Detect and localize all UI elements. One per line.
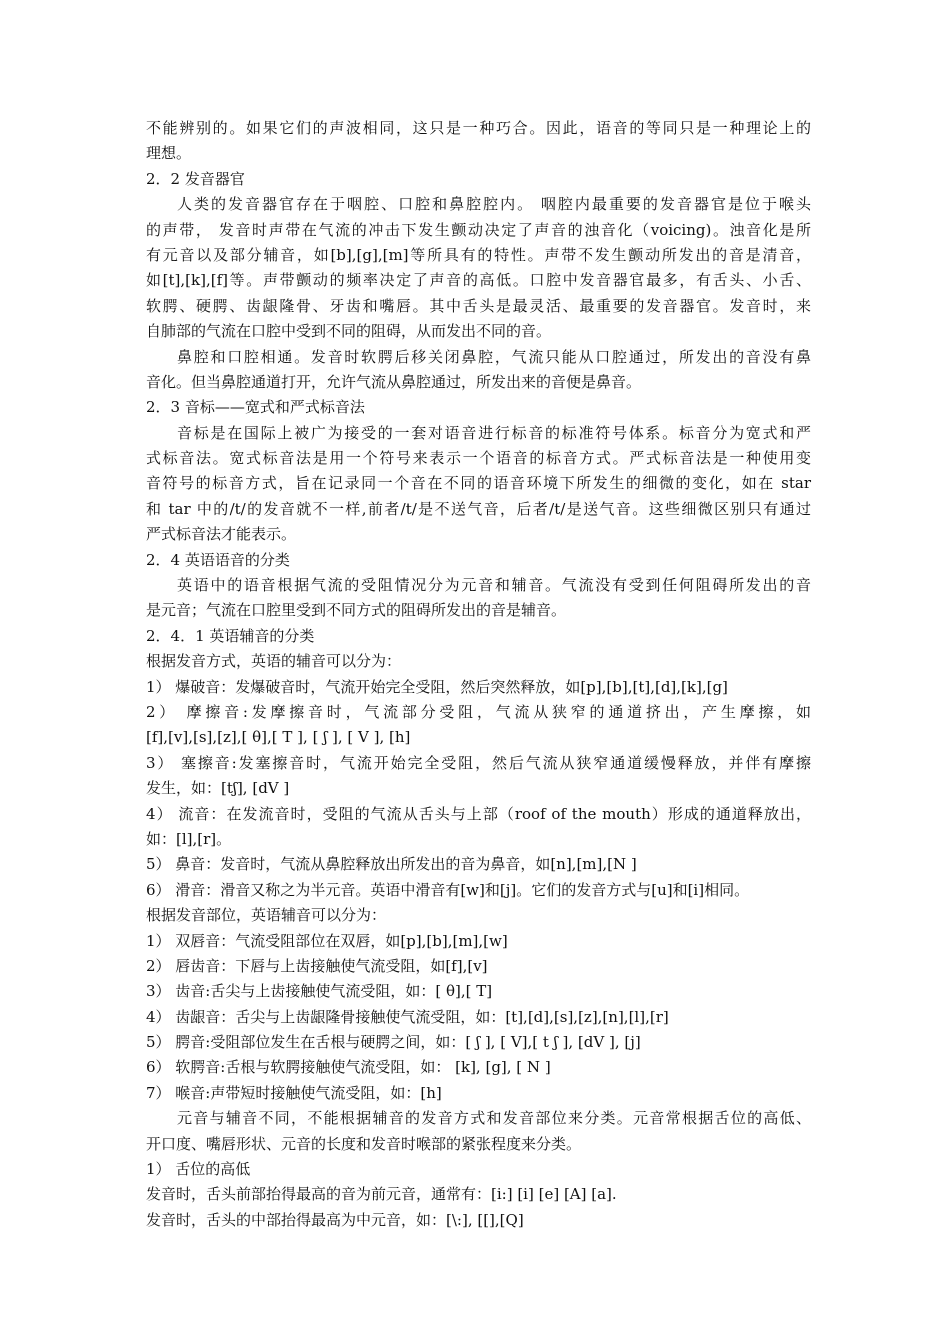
text-line: 是元音；气流在口腔里受到不同方式的阻碍所发出的音是辅音。 [146, 601, 567, 620]
text-line: 1） 爆破音：发爆破音时，气流开始完全受阻，然后突然释放，如[p],[b],[t],[d],[k],[g] [146, 677, 728, 696]
text-line: 2） 唇齿音：下唇与上齿接触使气流受阻，如[f],[v] [146, 956, 488, 975]
text-line: 鼻腔和口腔相通。发音时软腭后移关闭鼻腔，气流只能从口腔通过，所发出的音没有鼻 [177, 347, 811, 366]
text-line: 发音时，舌头前部抬得最高的音为前元音，通常有：[i:] [i] [e] [A] [a]. [146, 1185, 617, 1204]
text-line: 有元音以及部分辅音，如[b],[g],[m]等所具有的特性。声带不发生颤动所发出的音是清音， [146, 245, 811, 264]
text-line: 2） 摩擦音:发摩擦音时，气流部分受阻，气流从狭窄的通道挤出，产生摩擦，如 [146, 702, 811, 721]
text-line: 2．4 英语语音的分类 [146, 550, 290, 569]
text-line: 4） 流音：在发流音时，受阻的气流从舌头与上部（roof of the mouth）形成的通道释放出， [146, 804, 811, 823]
text-line: 1） 舌位的高低 [146, 1160, 251, 1179]
text-line: 5） 腭音:受阻部位发生在舌根与硬腭之间，如：[ ʃ ], [ V],[ t ʃ ], [dV ], [j] [146, 1033, 641, 1052]
text-line: 理想。 [146, 144, 192, 163]
text-line: 1） 双唇音：气流受阻部位在双唇，如[p],[b],[m],[w] [146, 931, 508, 950]
text-line: 3） 塞擦音:发塞擦音时，气流开始完全受阻，然后气流从狭窄通道缓慢释放，并伴有摩擦 [146, 753, 811, 772]
text-line: 根据发音部位，英语辅音可以分为： [146, 906, 387, 925]
text-line: 根据发音方式，英语的辅音可以分为： [146, 652, 402, 671]
text-line: 不能辨别的。如果它们的声波相同，这只是一种巧合。因此，语音的等同只是一种理论上的 [146, 119, 811, 137]
text-line: 的声带， 发音时声带在气流的冲击下发生颤动决定了声音的浊音化（voicing)。浊音化是所 [146, 220, 811, 239]
text-line: 6） 滑音：滑音又称之为半元音。英语中滑音有[w]和[j]。它们的发音方式与[u]和[i]相同。 [146, 880, 750, 899]
text-line: 音化。但当鼻腔通道打开，允许气流从鼻腔通过，所发出来的音便是鼻音。 [146, 372, 642, 391]
text-line: 2．4．1 英语辅音的分类 [146, 626, 315, 645]
text-line: 式标音法。宽式标音法是用一个符号来表示一个语音的标音方式。严式标音法是一种使用变 [146, 449, 811, 468]
text-line: 2．2 发音器官 [146, 169, 245, 188]
text-line: 和 tar 中的/t/的发音就不一样,前者/t/是不送气音，后者/t/是送气音。这些细微区别只有通过 [146, 499, 811, 518]
text-line: [f],[v],[s],[z],[ θ],[ T ], [ ʃ ], [ V ], [h] [146, 728, 411, 747]
text-line: 3） 齿音:舌尖与上齿接触使气流受阻，如：[ θ],[ T] [146, 982, 493, 1001]
text-line: 如：[l],[r]。 [146, 829, 232, 848]
text-line: 发音时，舌头的中部抬得最高为中元音，如：[\:], [[],[Q] [146, 1210, 524, 1229]
text-line: 严式标音法才能表示。 [146, 525, 297, 544]
text-line: 7） 喉音:声带短时接触使气流受阻，如：[h] [146, 1083, 442, 1102]
text-line: 5） 鼻音：发音时，气流从鼻腔释放出所发出的音为鼻音，如[n],[m],[N ] [146, 855, 637, 874]
text-line: 自肺部的气流在口腔中受到不同的阻碍，从而发出不同的音。 [146, 322, 552, 341]
text-line: 元音与辅音不同，不能根据辅音的发音方式和发音部位来分类。元音常根据舌位的高低、 [177, 1109, 811, 1128]
text-line: 发生，如：[tʃ], [dV ] [146, 779, 290, 798]
text-line: 开口度、嘴唇形状、元音的长度和发音时喉部的紧张程度来分类。 [146, 1134, 582, 1153]
text-line: 音标是在国际上被广为接受的一套对语音进行标音的标准符号体系。标音分为宽式和严 [177, 423, 811, 442]
text-line: 2．3 音标——宽式和严式标音法 [146, 398, 365, 417]
text-line: 英语中的语音根据气流的受阻情况分为元音和辅音。气流没有受到任何阻碍所发出的音 [177, 576, 811, 595]
text-line: 人类的发音器官存在于咽腔、口腔和鼻腔腔内。 咽腔内最重要的发音器官是位于喉头 [177, 195, 811, 214]
text-line: 如[t],[k],[f]等。声带颤动的频率决定了声音的高低。口腔中发音器官最多，有舌头、小舌、 [146, 271, 811, 290]
document-page [146, 116, 811, 1233]
text-line: 软腭、硬腭、齿龈隆骨、牙齿和嘴唇。其中舌头是最灵活、最重要的发音器官。发音时，来 [146, 296, 811, 315]
text-line: 音符号的标音方式，旨在记录同一个音在不同的语音环境下所发生的细微的变化，如在 star [146, 474, 811, 493]
text-line: 4） 齿龈音：舌尖与上齿龈隆骨接触使气流受阻，如：[t],[d],[s],[z],[n],[l],[r] [146, 1007, 669, 1026]
text-line: 6） 软腭音:舌根与软腭接触使气流受阻，如： [k], [g], [ N ] [146, 1058, 551, 1077]
